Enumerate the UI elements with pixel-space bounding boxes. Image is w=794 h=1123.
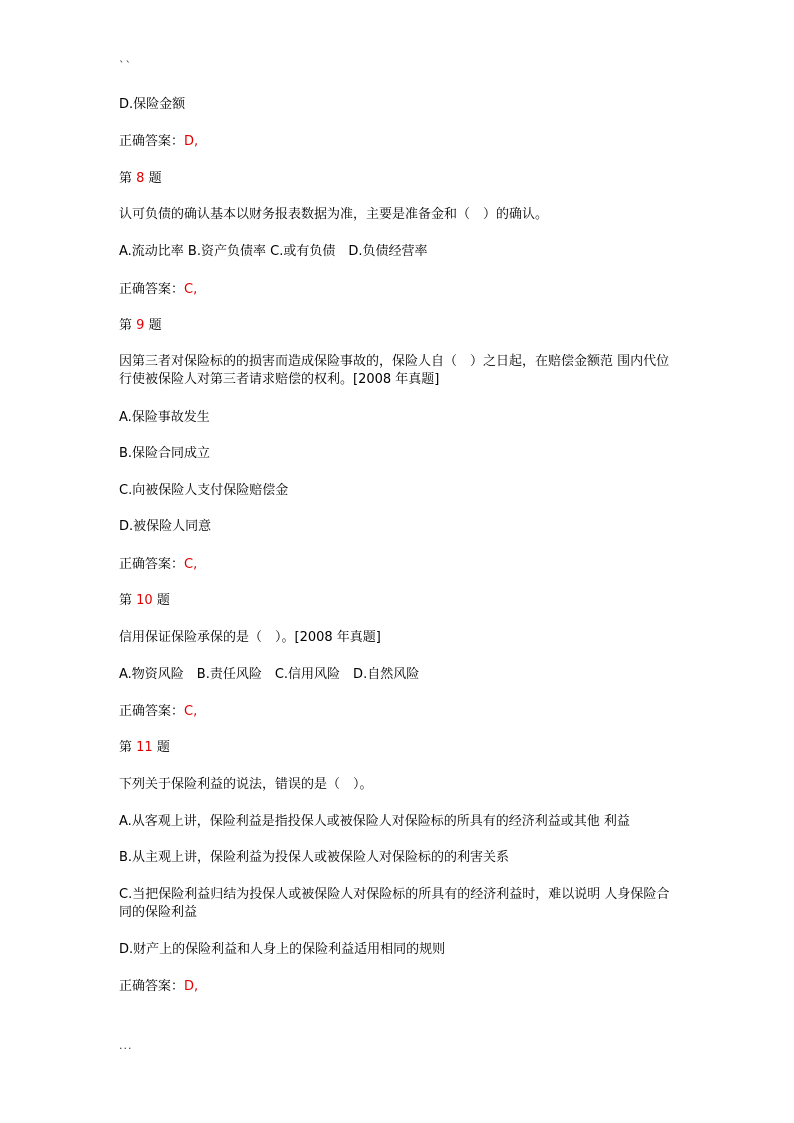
q9-text: 因第三者对保险标的的损害而造成保险事故的，保险人自（ ）之日起，在赔偿金额范 围内代位行使被保险人对第三者请求赔偿的权利。[2008 年真题] [119,354,670,387]
q10-text: 信用保证保险承保的是（ ）。[2008 年真题] [119,630,381,645]
answer-label: 正确答案： [119,557,185,572]
q8-text: 认可负债的确认基本以财务报表数据为准，主要是准备金和（ ）的确认。 [119,207,549,222]
answer-label: 正确答案： [119,134,185,149]
q11-option-c: C.当把保险利益归结为投保人或被保险人对保险标的所具有的经济利益时，难以说明 人身保险合同的保险利益 [119,887,670,920]
q11-option-d: D.财产上的保险利益和人身上的保险利益适用相同的规则 [119,942,446,957]
question-prefix: 第 [119,318,133,333]
q10-heading [119,593,170,609]
q11-text: 下列关于保险利益的说法，错误的是（ ）。 [119,777,373,792]
question-number: 10 [136,593,153,608]
q9-option-c: C.向被保险人支付保险赔偿金 [119,483,289,498]
q7-answer [119,134,198,150]
q8-answer [119,282,197,298]
question-prefix: 第 [119,740,133,755]
answer-label: 正确答案： [119,704,185,719]
q10-answer [119,704,197,720]
answer-label: 正确答案： [119,282,185,297]
question-number: 8 [136,171,145,186]
footer-mark: ... [119,1039,133,1052]
q8-heading [119,171,162,187]
q9-heading [119,318,162,334]
question-suffix: 题 [148,318,162,333]
answer-value: D, [184,979,199,994]
question-suffix: 题 [156,593,170,608]
q10-options: A.物资风险 B.责任风险 C.信用风险 D.自然风险 [119,667,420,682]
answer-value: C, [184,282,198,297]
q11-option-a: A.从客观上讲，保险利益是指投保人或被保险人对保险标的所具有的经济利益或其他 利益 [119,814,630,829]
question-prefix: 第 [119,171,133,186]
answer-value: C, [184,704,198,719]
q9-answer [119,557,197,573]
question-number: 9 [136,318,145,333]
q9-option-b: B.保险合同成立 [119,446,211,461]
question-suffix: 题 [156,740,170,755]
answer-label: 正确答案： [119,979,185,994]
header-mark: `` [119,59,132,72]
q9-option-d: D.被保险人同意 [119,519,212,534]
q7-option-d: D.保险金额 [119,97,186,112]
answer-value: D, [184,134,199,149]
q9-option-a: A.保险事故发生 [119,410,210,425]
question-prefix: 第 [119,593,133,608]
q11-heading [119,740,170,756]
q8-options: A.流动比率 B.资产负债率 C.或有负债 D.负债经营率 [119,244,428,259]
question-number: 11 [136,740,153,755]
question-suffix: 题 [148,171,162,186]
answer-value: C, [184,557,198,572]
q11-answer [119,979,198,995]
q11-option-b: B.从主观上讲，保险利益为投保人或被保险人对保险标的的利害关系 [119,850,510,865]
